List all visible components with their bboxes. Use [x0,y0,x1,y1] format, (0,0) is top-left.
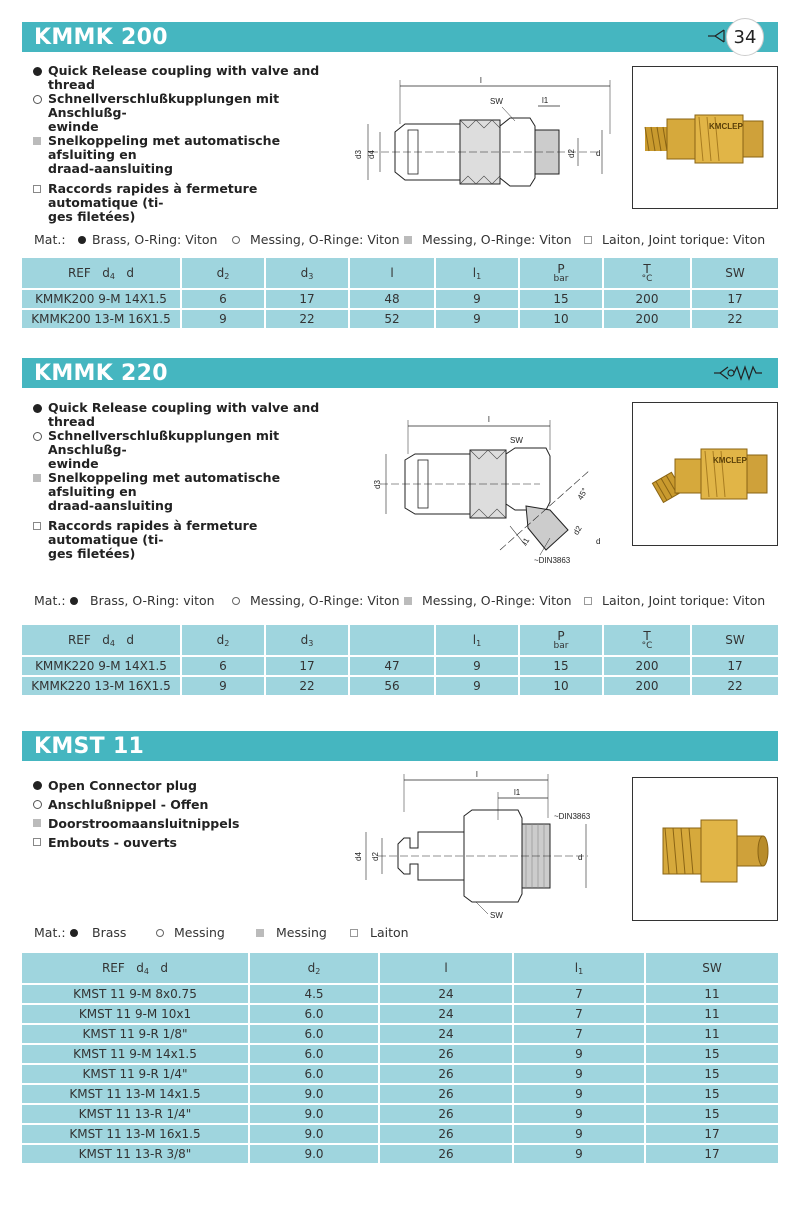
table-row: KMST 11 9-R 1/8" 6.0 24 7 11 [22,1025,778,1045]
table-row: KMMK220 13-M 16X1.5 9 22 56 9 10 200 22 [22,677,778,697]
desc-nl: Doorstroomaansluitnippels [48,816,240,831]
dim-d2: d2 [371,852,380,861]
section-header-kmst11 [22,731,778,761]
section-header-kmmk200 [22,22,778,52]
table-header: REF $d_4$ d $d_2$ $d_3$ $l_1$ P bar T °C SW [22,625,778,657]
table-row: KMST 11 13-R 3/8" 9.0 26 9 17 [22,1145,778,1165]
table-row: KMMK200 13-M 16X1.5 9 22 52 9 10 200 22 [22,310,778,330]
mat-en: Brass [92,925,127,940]
desc-fr: Raccords rapides à fermeture automatique (ti- [48,518,258,547]
mat-de: Messing, O-Ringe: Viton [250,232,400,247]
dim-l1: l1 [520,536,532,547]
spec-table-kmmk220 [22,625,778,697]
desc-en: Open Connector plug [48,778,197,793]
mat-fr: Laiton [370,925,409,940]
dim-d3: d3 [373,480,382,489]
table-row: KMST 11 13-M 16x1.5 9.0 26 9 17 [22,1125,778,1145]
dim-d3: d3 [354,150,363,159]
table-row: KMST 11 13-M 14x1.5 9.0 26 9 15 [22,1085,778,1105]
mat-en: Brass, O-Ring: viton [90,593,215,608]
dim-din: ~DIN3863 [554,812,591,821]
brand-text: KMCLEP [709,122,743,131]
description-list [32,401,332,561]
dim-d: d [578,853,583,862]
desc-fr-2: ges filetées) [48,209,136,224]
desc-nl: Snelkoppeling met automatische afsluiting en [48,470,281,499]
materials-row [34,925,774,941]
dim-din: ~DIN3863 [534,556,571,565]
description-list [32,64,332,224]
table-header: REF $d_4$ d $d_2$ $d_3$ l $l_1$ P bar T °C SW [22,258,778,290]
table-row: KMST 11 9-R 1/4" 6.0 26 9 15 [22,1065,778,1085]
desc-en: Quick Release coupling with valve and thread [48,63,320,92]
section-title: KMMK 220 [34,361,168,386]
mat-de: Messing, O-Ringe: Viton [250,593,400,608]
desc-fr: Raccords rapides à fermeture automatique (ti- [48,181,258,210]
mat-fr: Laiton, Joint torique: Viton [602,593,766,608]
dim-angle: 45° [575,486,590,502]
dim-d: d [596,537,601,546]
technical-drawing-kmmk200 [350,74,620,204]
section-title: KMMK 200 [34,25,168,50]
technical-drawing-kmst11 [348,768,618,928]
desc-de: Schnellverschlußkupplungen mit Anschlußg- [48,91,280,120]
mat-label: Mat.: [34,232,66,247]
description-list [32,776,332,852]
table-row: KMST 11 9-M 10x1 6.0 24 7 11 [22,1005,778,1025]
mat-nl: Messing, O-Ringe: Viton [422,593,572,608]
page-number: 34 [726,18,764,56]
section-title: KMST 11 [34,734,145,759]
technical-drawing-kmmk220 [350,410,620,570]
mat-en: Brass, O-Ring: Viton [92,232,218,247]
dim-d4: d4 [367,150,376,159]
dim-l: l [488,415,490,424]
table-row: KMMK220 9-M 14X1.5 6 17 47 9 15 200 17 [22,657,778,677]
table-row: KMST 11 9-M 14x1.5 6.0 26 9 15 [22,1045,778,1065]
spec-table-kmmk200 [22,258,778,330]
dim-d: d [596,149,601,158]
mat-label: Mat.: [34,925,66,940]
table-row: KMST 11 9-M 8x0.75 4.5 24 7 11 [22,985,778,1005]
desc-nl-2: draad-aansluiting [48,498,173,513]
table-row: KMMK200 9-M 14X1.5 6 17 48 9 15 200 17 [22,290,778,310]
desc-nl-2: draad-aansluiting [48,161,173,176]
desc-fr-2: ges filetées) [48,546,136,561]
dim-sw: SW [490,97,503,106]
desc-en: Quick Release coupling with valve and thread [48,400,320,429]
product-photo-kmmk220 [632,402,778,546]
dim-d4: d4 [354,852,363,861]
desc-fr: Embouts - ouverts [48,835,177,850]
mat-nl: Messing, O-Ringe: Viton [422,232,572,247]
product-photo-kmst11 [632,777,778,921]
mat-label: Mat.: [34,593,66,608]
desc-de-2: ewinde [48,456,99,471]
section-header-kmmk220 [22,358,778,388]
brand-text: KMCLEP [713,456,747,465]
spec-table-kmst11 [22,953,778,1165]
dim-sw: SW [510,436,523,445]
materials-row [34,232,774,248]
materials-row [34,593,774,609]
spring-valve-symbol-icon [714,365,764,381]
product-photo-kmmk200 [632,66,778,209]
desc-de-2: ewinde [48,119,99,134]
desc-de: Schnellverschlußkupplungen mit Anschlußg- [48,428,280,457]
dim-d2: d2 [571,524,584,537]
dim-d2: d2 [567,149,576,158]
mat-fr: Laiton, Joint torique: Viton [602,232,766,247]
desc-nl: Snelkoppeling met automatische afsluiting en [48,133,281,162]
dim-sw: SW [490,911,503,920]
table-row: KMST 11 13-R 1/4" 9.0 26 9 15 [22,1105,778,1125]
dim-l1: l1 [514,788,521,797]
dim-l1: l1 [542,96,549,105]
mat-nl: Messing [276,925,327,940]
mat-de: Messing [174,925,225,940]
desc-de: Anschlußnippel - Offen [48,797,209,812]
dim-l: l [476,770,478,779]
table-header: REF $d_4$ d $d_2$ l $l_1$ SW [22,953,778,985]
dim-l: l [480,76,482,85]
